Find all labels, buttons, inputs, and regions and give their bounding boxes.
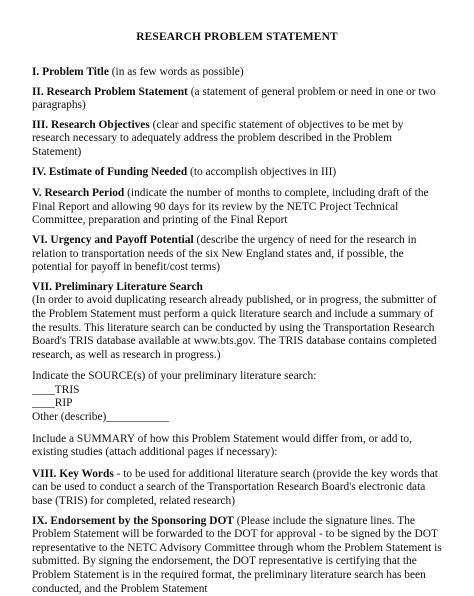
section-funding-estimate (32, 166, 444, 180)
section-research-objectives (32, 119, 444, 160)
section-heading: II. Research Problem Statement (32, 85, 188, 98)
section-problem-title (32, 66, 444, 80)
section-research-period (32, 187, 444, 228)
section-heading: V. Research Period (32, 187, 125, 200)
section-heading: VII. Preliminary Literature Search (32, 280, 203, 293)
section-research-problem-statement (32, 86, 444, 113)
source-option-tris: ____TRIS (32, 383, 80, 396)
section-heading: I. Problem Title (32, 66, 109, 78)
section-heading: VI. Urgency and Payoff Potential (32, 233, 194, 246)
section-text: - to be used for additional literature search (provide the key words that can be used to conduct a search of the Transportation Research Board's electronic data base (TRIS) for completed, related research) (32, 467, 438, 508)
section-text: (in as few words as possible) (108, 66, 244, 78)
document-body (32, 66, 444, 596)
section-endorsement (32, 515, 444, 596)
section-heading: IV. Estimate of Funding Needed (32, 165, 188, 178)
page-title: RESEARCH PROBLEM STATEMENT (136, 31, 338, 43)
section-key-words (32, 468, 444, 509)
source-option-other: Other (describe)___________ (32, 411, 169, 424)
source-option-rip: ____RIP (32, 397, 73, 410)
section-heading: VIII. Key Words (32, 467, 114, 480)
section-text: (describe the urgency of need for the research in relation to transportation needs of the six New England states and, if possible, the potential for payoff in benefit/cost terms) (32, 233, 417, 274)
section-text: (to accomplish objectives in III) (187, 165, 337, 178)
section-text: (indicate the number of months to complete, including draft of the Final Report and allowing 90 days for its review by the NETC Project Technical Committee, preparation and printing of the Final Report (32, 187, 429, 227)
section-text: (a statement of general problem or need in one or two paragraphs) (32, 85, 436, 112)
section-text: (clear and specific statement of objectives to be met by research necessary to adequately address the problem described in the Problem Statement) (32, 118, 404, 158)
summary-instructions: Include a SUMMARY of how this Problem Statement would differ from, or add to, existing studies (attach additional pages if necessary): (32, 432, 412, 459)
section-text: (In order to avoid duplicating research already published, or in progress, the submitter of the Problem Statement must perform a quick literature search and include a summary of the results. This literature search can be conducted by using the Transportation Research Board's TRIS database available at www.bts.gov. The TRIS database contains completed research, as well as research in progress.) (32, 294, 437, 361)
section-heading: III. Research Objectives (32, 118, 150, 131)
section-urgency-payoff (32, 234, 444, 275)
section-literature-search (32, 281, 444, 363)
section-text: (Please include the signature lines. The Problem Statement will be forwarded to the DOT for approval - to be signed by the DOT representative to the NETC Advisory Committee through whom the Problem Statement is submitted. By signing the endorsement, the DOT representative is certifying that the Problem Statement is in the required format, the preliminary literature search has been conducted, and the Problem Statement (32, 514, 442, 595)
section-heading: IX. Endorsement by the Sponsoring DOT (32, 514, 234, 527)
source-prompt: Indicate the SOURCE(s) of your preliminary literature search: (32, 370, 317, 383)
